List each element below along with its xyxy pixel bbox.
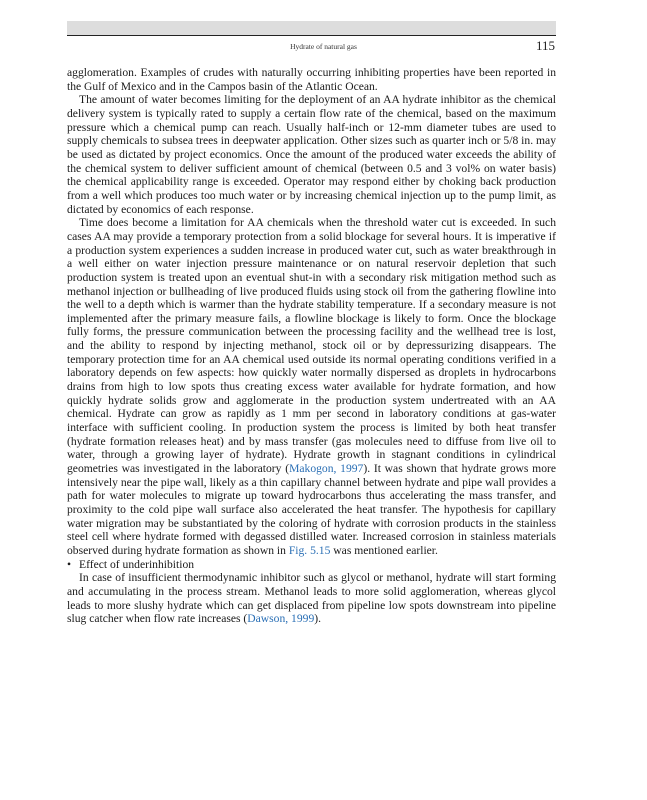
paragraph-3-text-a: Time does become a limitation for AA chemicals when the threshold water cut is exceeded. In such cases AA may provide a temporary protection from a solid blockage for several hours. It is imperative if a production system experiences a sudden increase in produced water cut, such as water breakthrough in a well either on water injection pressure maintenance or on natural reservoir depletion that such production system is treated upon an eventual shut-in with a secondary risk mitigation method such as methanol injection or bullheading of live produced fluids using stock oil from the gathering flowline into the well to a depth which is warmer than the hydrate stability temperature. If a secondary measure is not implemented after the primary measure fails, a flowline blockage is likely to form. Once the blockage fully forms, the pressure communication between the processing facility and the wellhead tree is lost, and the ability to respond by injecting methanol, stock oil or by depressurizing disappears. The temporary protection time for an AA chemical used outside its normal operating conditions verified in a laboratory depends on few aspects: how quickly water normally dispersed as droplets in hydrocarbons drains from high to low spots thus creating excess water available for hydrate formation, and how quickly hydrate solids grow and agglomerate in the production system undertreated with an AA chemical. Hydrate can grow as rapidly as 1 mm per second in laboratory conditions at gas-water interface with sufficient cooling. In production system the process is limited by both heat transfer (hydrate formation releases heat) and by mass transfer (gas molecules need to diffuse from live oil to water, through a growing layer of hydrate). Hydrate growth in stagnant conditions in cylindrical geometries was investigated in the laboratory ( bbox=[67, 216, 556, 476]
body-text bbox=[67, 66, 556, 626]
paragraph-3 bbox=[67, 216, 556, 557]
header-bar bbox=[67, 21, 556, 35]
paragraph-4-text-b: ). bbox=[314, 612, 322, 626]
paragraph-3-text-b: ). It was shown that hydrate grows more intensively near the pipe wall, likely as a thin capillary channel between hydrate and pipe wall provides a path for water molecules to migrate up toward hydrocarbons thus accelerating the mass transfer, and proximity to the cold pipe wall surface also accelerated the heat transfer. The hypothesis for capillary water migration may be substantiated by the coloring of hydrate with corrosion products in the stainless steel cell where hydrate formed with degassed distilled water. Increased corrosion in stainless materials observed during hydrate formation as shown in bbox=[67, 462, 556, 557]
paragraph-2: The amount of water becomes limiting for the deployment of an AA hydrate inhibitor as the chemical delivery system is typically rated to supply a certain flow rate of the chemical, based on the maximum pressure which a chemical pump can reach. Usually half-inch or 12-mm diameter tubes are used to supply chemicals to subsea trees in deepwater application. Other sizes such as quarter inch or 5/8 in. may be used as dictated by project economics. Once the amount of the produced water exceeds the ability of the chemical system to deliver sufficient amount of chemical (between 0.5 and 3 vol% on water basis) the chemical applicability range is exceeded. Operator may respond either by choking back production from a well which produces too much water or by increasing chemical injection up to the pump limit, as dictated by economics of each response. bbox=[67, 93, 556, 216]
reference-link-dawson[interactable]: Dawson, 1999 bbox=[247, 612, 315, 626]
reference-link-makogon[interactable]: Makogon, 1997 bbox=[289, 462, 364, 476]
bullet-text: Effect of underinhibition bbox=[79, 557, 195, 571]
bullet-item bbox=[67, 558, 556, 572]
header-rule bbox=[67, 35, 556, 36]
bullet-icon: • bbox=[67, 557, 72, 571]
paragraph-1: agglomeration. Examples of crudes with naturally occurring inhibiting properties have been reported in the Gulf of Mexico and in the Campos basin of the Atlantic Ocean. bbox=[67, 66, 556, 93]
page-number: 115 bbox=[535, 38, 555, 53]
figure-link-5-15[interactable]: Fig. 5.15 bbox=[288, 543, 331, 557]
paragraph-4-text-a: In case of insufficient thermodynamic inhibitor such as glycol or methanol, hydrate will start forming and accumulating in the process stream. Methanol leads to more solid agglomeration, whereas glycol leads to more slushy hydrate which can get displaced from pipeline low spots downstream into pipeline slug catcher when flow rate increases ( bbox=[67, 571, 556, 626]
running-title: Hydrate of natural gas bbox=[290, 42, 357, 51]
paragraph-3-text-c: was mentioned earlier. bbox=[330, 543, 438, 557]
paragraph-4 bbox=[67, 571, 556, 626]
